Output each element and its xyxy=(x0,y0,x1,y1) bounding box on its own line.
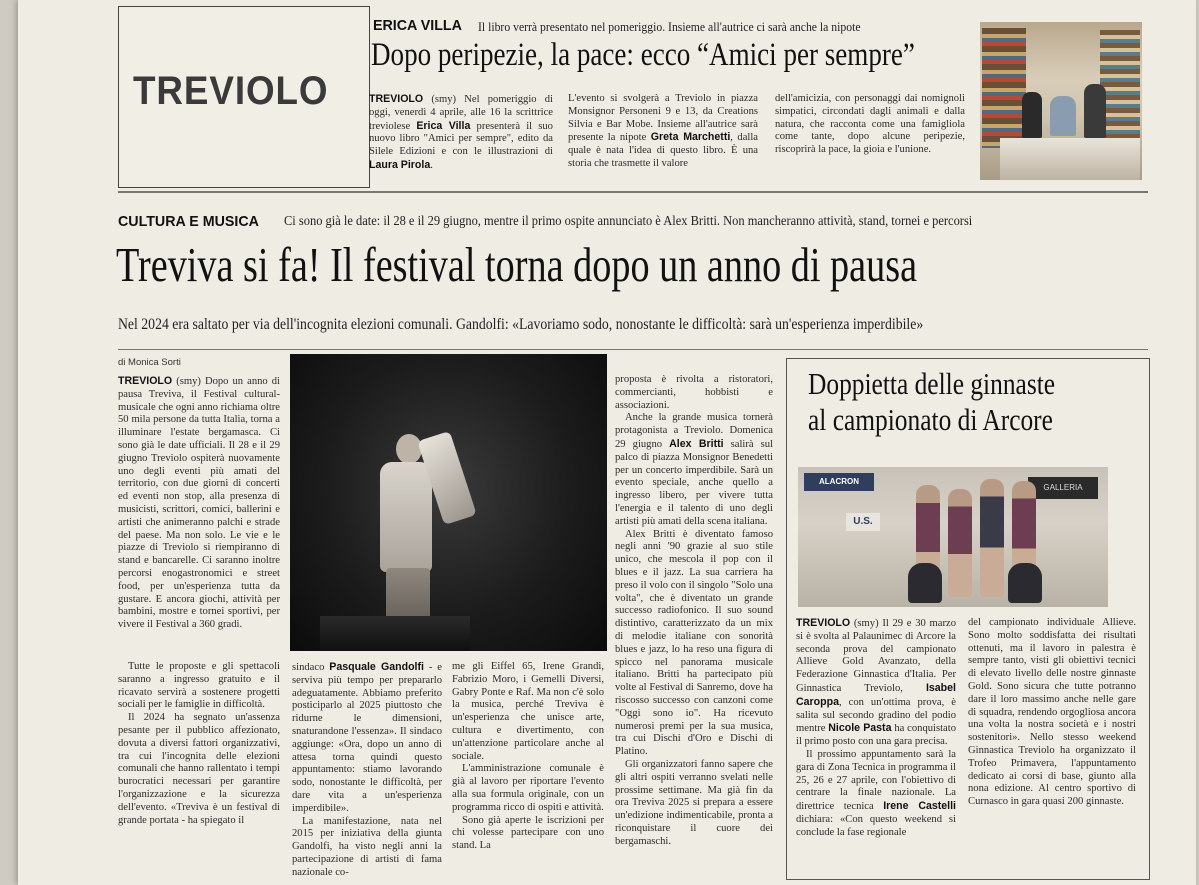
section-title: TREVIOLO xyxy=(133,69,329,113)
paragraph-text: , con un'ottima prova, è salita sul secondo gradino del podio mentre xyxy=(796,696,956,735)
byline-prefix: di xyxy=(118,357,126,368)
side-headline-line: Doppietta delle ginnaste xyxy=(808,366,1056,401)
paragraph-text: Tutte le proposte e gli spettacoli saranno a ingresso gratuito e il ricavato servirà a sostenere progetti sociali per le famiglie in difficoltà. xyxy=(118,661,280,711)
byline-author: Monica Sorti xyxy=(128,357,181,368)
bookshelf xyxy=(1100,30,1140,140)
byline xyxy=(118,357,181,368)
paragraph-text: La manifestazione, nata nel 2015 per iniziativa della giunta Gandolfi, ha visto negli anni la partecipazione di artisti di fama nazionale co- xyxy=(292,815,442,876)
paragraph-text: - e serviva più tempo per prepararlo adeguatamente. Abbiamo preferito posticiparlo al 2025 piuttosto che ridurne le dimensioni, snaturandone l'essenza». Il sindaco aggiunge: «Ora, dopo un anno di attesa torna quindi questo appuntamento: stiamo lavorando sodo, nonostante le difficoltà, per dare vita a un'esperienza imperdibile». xyxy=(292,662,442,814)
main-col-4 xyxy=(615,374,773,876)
main-kicker: CULTURA E MUSICA xyxy=(118,213,259,230)
top-col-3 xyxy=(775,93,965,185)
concert-photo xyxy=(290,354,607,651)
author-initials: (smy) xyxy=(176,376,201,387)
gymnast-figure xyxy=(980,479,1004,597)
side-col-1 xyxy=(796,617,956,877)
person-name: Nicole Pasta xyxy=(828,722,892,735)
person-name: Irene Castelli xyxy=(883,800,956,813)
top-col-2 xyxy=(568,93,758,185)
main-subhead: Nel 2024 era saltato per via dell'incognita elezioni comunali. Gandolfi: «Lavoriamo sodo, nonostante le difficoltà: sarà un'esperienza imperdibile» xyxy=(118,316,924,333)
newspaper-page xyxy=(18,0,1196,885)
paragraph-text: ha conquistato il primo posto con una gara precisa. xyxy=(796,723,956,748)
paragraph-text: Il 2024 ha segnato un'assenza pesante per il pubblico affezionato, dovuta a diversi fattori organizzativi, tra cui l'incognita delle elezioni comunali che hanno rallentato i tempi burocratici necessari per garantire l'organizzazione e la sicurezza dell'evento. «Treviva è un festival di grande portata - ha spiegato il xyxy=(118,712,280,826)
lead-location: TREVIOLO xyxy=(118,375,173,387)
stage-equipment xyxy=(320,616,470,651)
person-figure xyxy=(1022,92,1042,138)
paragraph-text: Sono già aperte le iscrizioni per chi volesse partecipare con uno stand. La xyxy=(452,814,604,852)
main-col-2 xyxy=(292,661,442,876)
side-headline xyxy=(808,366,1055,438)
person-name: Greta Marchetti xyxy=(650,131,731,144)
side-col-2 xyxy=(968,617,1136,877)
bookstore-photo xyxy=(980,22,1142,180)
author-initials: (smy) xyxy=(431,94,457,105)
main-col-1b xyxy=(118,661,280,876)
paragraph-text: dichiara: «Con questo weekend si conclude la fase regionale xyxy=(796,813,956,838)
paragraph-text: presenterà il suo nuovo libro "Amici per sempre", edito da Silele Edizioni e con le illustrazioni di xyxy=(369,120,553,158)
paragraph-text: del campionato individuale Allieve. Sono molto soddisfatta dei risultati ottenuti, ma il lavoro in palestra è sempre tanto, visti gli obiettivi tecnici di elevato livello delle nostre ginnaste Gold. Sono sicura che tutte potranno dare il loro massimo anche nelle gare di squadra, rendendo orgogliosa ancora una volta la nostra società e i nostri sostenitori». Nello stesso weekend Ginnastica Treviolo ha organizzato il Trofeo Primavera, l'appuntamento dedicato ai corsi di base, giunto alla nona edizione. Al centro sportivo di Curnasco in gara quasi 200 ginnaste. xyxy=(968,617,1136,808)
paragraph-text: Anche la grande musica tornerà protagonista a Treviolo. Domenica 29 giugno xyxy=(615,412,773,450)
book-table xyxy=(1000,138,1140,180)
paragraph-text: Il 29 e 30 marzo si è svolta al Palaunimec di Arcore la seconda prova del campionato Allieve Gold Avanzato, della Federazione Ginnastica d'Italia. Per Ginnastica Treviolo, xyxy=(796,618,956,694)
gymnasts-photo xyxy=(798,467,1108,607)
person-name: Erica Villa xyxy=(416,119,471,132)
performer-head xyxy=(396,434,422,464)
paragraph-text: , dalla quale è nata l'idea di questo libro. È una storia che trasmette il valore xyxy=(568,132,758,169)
main-kicker-sub: Ci sono già le date: il 28 e il 29 giugno, mentre il primo ospite annunciato è Alex Britti. Non mancheranno attività, stand, tornei e percorsi xyxy=(284,214,973,229)
paragraph-text: Nel pomeriggio di oggi, venerdì 4 aprile, alle 16 la scrittrice treviolese xyxy=(369,94,553,132)
gymnast-figure xyxy=(908,563,942,603)
main-headline: Treviva si fa! Il festival torna dopo un anno di pausa xyxy=(116,237,918,292)
bookshelf xyxy=(982,28,1026,148)
paragraph-text: sindaco xyxy=(292,662,325,673)
person-name: Isabel Caroppa xyxy=(796,681,956,708)
paragraph-text: salirà sul palco di piazza Monsignor Benedetti per un concerto imperdibile. Sarà un evento speciale, anche quello a ingresso libero, per vivere tutta l'energia e il talento di uno degli artisti più amati della scena italiana. xyxy=(615,438,773,527)
top-headline: Dopo peripezie, la pace: ecco “Amici per sempre” xyxy=(371,37,915,73)
paragraph-text: Il prossimo appuntamento sarà la gara di Zona Tecnica in programma il 25, 26 e 27 aprile, con l'obiettivo di centrare la finale nazionale. La direttrice tecnica xyxy=(796,748,956,813)
top-kicker: ERICA VILLA xyxy=(373,17,462,34)
paragraph-text: L'amministrazione comunale è già al lavoro per riportare l'evento alla sua formula originale, con un programma ricco di ospiti e attività. xyxy=(452,763,604,813)
sponsor-banner: ALACRON xyxy=(804,473,874,491)
gymnast-figure xyxy=(948,489,972,597)
paragraph-text: proposta è rivolta a ristoratori, commercianti, hobbisti e associazioni. xyxy=(615,374,773,411)
paragraph-text: me gli Eiffel 65, Irene Grandi, Fabrizio Moro, i Gemelli Diversi, Gabry Ponte e Raf. Ma non c'è solo la musica, perché Treviva è un'esperienza che unisce arte, cultura e divertimento, con un'attenzione particolare anche al sociale. xyxy=(452,661,604,762)
side-headline-line: al campionato di Arcore xyxy=(808,402,1053,437)
performer-shirt xyxy=(380,462,432,572)
author-initials: (smy) xyxy=(853,618,879,629)
person-name: Laura Pirola xyxy=(369,158,431,171)
paragraph-text: dell'amicizia, con personaggi dai nomignoli simpatici, circondati dagli animali e dalla natura, che racconta come una famigliola come tante, dopo alcune peripezie, riscoprirà la pace, la gioia e l'unione. xyxy=(775,93,965,156)
section-box xyxy=(118,6,370,188)
divider xyxy=(118,191,1148,193)
lead-location: TREVIOLO xyxy=(369,93,424,105)
gymnast-figure xyxy=(1008,563,1042,603)
paragraph-text: Dopo un anno di pausa Treviva, il Festival cultural-musicale che ogni anno richiama oltre 50 mila persone da tutta Italia, torna a illuminare l'estate bergamasca. Ci sono già le date ufficiali. Il 28 e il 29 giugno Treviolo ospiterà nuovamente uno degli eventi più amati del territorio, con due giorni di concerti ed eventi non stop, alla presenza di musicisti, scrittori, comici, ballerini e artisti che animeranno palchi e strade del paese. Ma non solo. Le vie e le piazze di Treviolo si riempiranno di stand e bancarelle. Ci saranno inoltre percorsi enogastronomici e street food, per un'esperienza tutta da gustare. E ancora giochi, attività per bambini, mostre e tornei sportivi, per vivere il Festival a 360 gradi. xyxy=(118,376,280,631)
paragraph-text: L'evento si svolgerà a Treviolo in piazza Monsignor Personeni 9 e 13, da Creations Silvia e Bar Mobe. Insieme all'autrice sarà presente la nipote xyxy=(568,93,758,144)
main-col-3 xyxy=(452,661,604,876)
lead-location: TREVIOLO xyxy=(796,617,851,629)
paragraph-text: Gli organizzatori fanno sapere che gli altri ospiti verranno svelati nelle prossime settimane. Ma già fin da ora Treviva 2025 si prepara a essere un'edizione indimenticabile, pronta a riconquistare il cuore dei bergamaschi. xyxy=(615,758,773,847)
person-figure xyxy=(1050,96,1076,136)
top-col-1 xyxy=(369,93,553,185)
paragraph-text: . xyxy=(430,159,433,171)
main-col-1a xyxy=(118,375,280,655)
person-figure xyxy=(1084,84,1106,138)
sponsor-banner: U.S. xyxy=(846,513,880,531)
person-name: Pasquale Gandolfi xyxy=(329,661,424,673)
sponsor-banner: GALLERIA xyxy=(1028,477,1098,499)
person-name: Alex Britti xyxy=(669,437,724,450)
paragraph-text: Alex Britti è diventato famoso negli anni '90 grazie al suo stile unico, che mescola il pop con il blues e il jazz. La sua carriera ha preso il volo con il singolo "Solo una volta", che è diventato un grande successo radiofonico. Il suo sound distintivo, caratterizzato da un mix di melodie italiane con sonorità blues e jazz, lo ha reso una figura di spicco nel panorama musicale italiano. Britti ha partecipato più volte al Festival di Sanremo, dove ha riscosso successo con canzoni come "Oggi sono io". Ha ricevuto numerosi premi per la sua musica, tra cui Dischi d'Oro e Dischi di Platino. xyxy=(615,528,773,758)
top-kicker-sub: Il libro verrà presentato nel pomeriggio. Insieme all'autrice ci sarà anche la nipote xyxy=(478,19,861,34)
divider xyxy=(118,349,1148,350)
